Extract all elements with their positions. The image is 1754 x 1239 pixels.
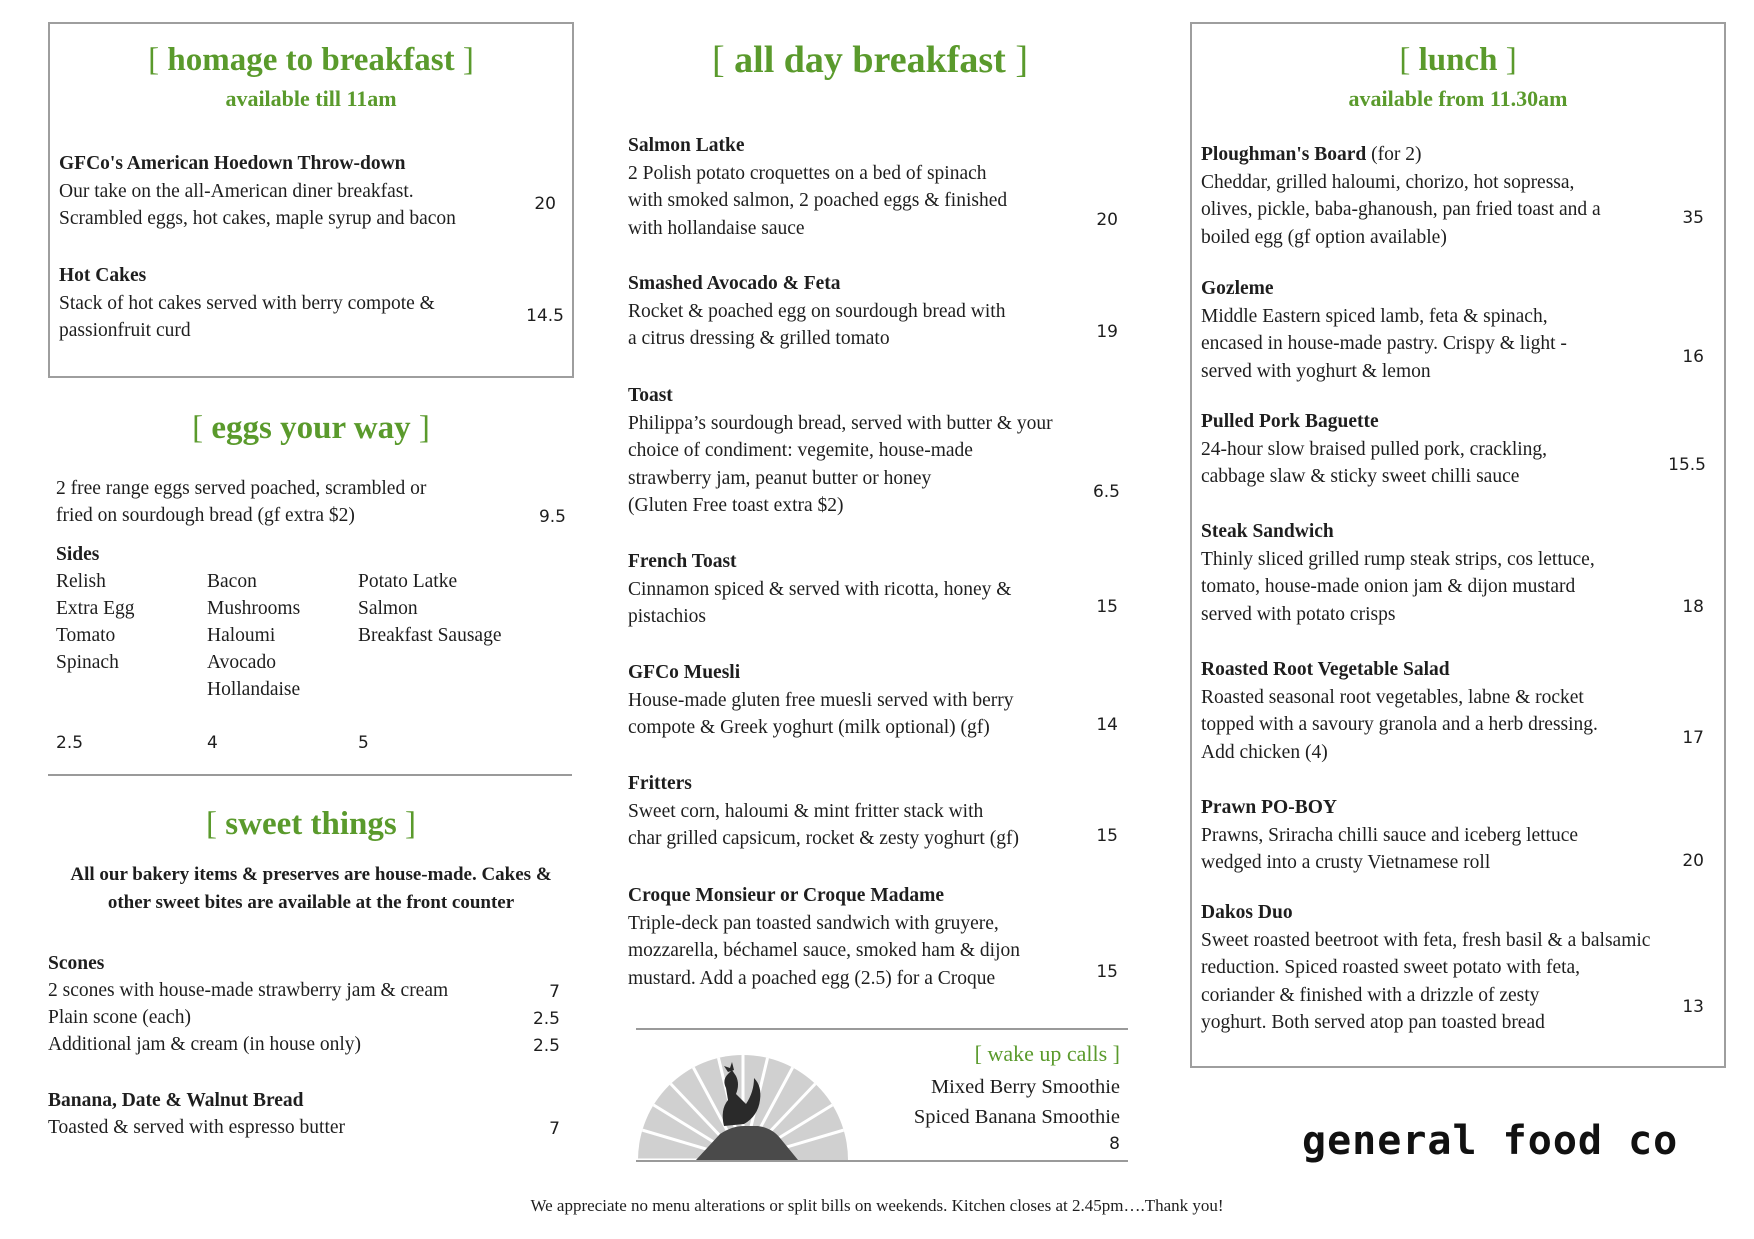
wake-up-price: 8 xyxy=(1109,1134,1120,1154)
eggs-price: 9.5 xyxy=(538,507,566,527)
eggs-title-text: eggs your way xyxy=(211,410,411,446)
item-desc-line: choice of condiment: vegemite, house-made xyxy=(628,440,973,461)
item-desc-line: reduction. Spiced roasted sweet potato with feta, xyxy=(1201,957,1581,978)
item-desc-line: Cinnamon spiced & served with ricotta, honey & xyxy=(628,578,1012,600)
menu-item xyxy=(628,548,1098,631)
item-desc-line: Sweet corn, haloumi & mint fritter stack with xyxy=(628,800,984,822)
item-name: Prawn PO-BOY xyxy=(1201,797,1337,818)
sweet-title: [ sweet things ] xyxy=(206,806,416,842)
item-price: 14 xyxy=(1096,715,1118,735)
item-desc-line: Philippa’s sourdough bread, served with butter & your xyxy=(628,412,1053,434)
item-desc-line: Rocket & poached egg on sourdough bread with xyxy=(628,300,1006,322)
lunch-title: [ lunch ] xyxy=(1399,42,1517,78)
side-item: Potato Latke xyxy=(358,571,458,592)
menu-item xyxy=(1201,518,1671,628)
item-name: Ploughman's Board xyxy=(1201,144,1367,165)
menu-item xyxy=(1201,899,1701,1037)
item-desc-line: topped with a savoury granola and a herb dressing. xyxy=(1201,714,1598,735)
menu-item xyxy=(1201,656,1671,766)
item-name: Pulled Pork Baguette xyxy=(1201,411,1379,432)
item-price: 20 xyxy=(534,194,556,214)
bread-name: Banana, Date & Walnut Bread xyxy=(48,1090,304,1111)
item-name: Smashed Avocado & Feta xyxy=(628,273,841,294)
scone-price: 2.5 xyxy=(532,1009,560,1029)
divider xyxy=(636,1160,1128,1162)
side-price: 5 xyxy=(358,733,369,753)
item-price: 15 xyxy=(1096,962,1118,982)
item-price: 13 xyxy=(1682,997,1704,1017)
homage-title: [ homage to breakfast ] xyxy=(148,42,474,78)
item-desc-line: Our take on the all-American diner breakfast. xyxy=(59,180,414,202)
item-price: 16 xyxy=(1682,347,1704,367)
rooster-logo-icon xyxy=(636,1052,850,1160)
menu-item xyxy=(1201,141,1671,251)
divider xyxy=(636,1028,1128,1030)
item-desc-line: Thinly sliced grilled rump steak strips, cos lettuce, xyxy=(1201,548,1595,570)
item-desc-line: cabbage slaw & sticky sweet chilli sauce xyxy=(1201,466,1520,487)
item-price: 35 xyxy=(1682,208,1704,228)
eggs-desc-line: 2 free range eggs served poached, scrambled or xyxy=(56,478,427,499)
item-desc-line: Sweet roasted beetroot with feta, fresh basil & a balsamic xyxy=(1201,929,1651,951)
item-desc-line: (Gluten Free toast extra $2) xyxy=(628,495,844,516)
item-desc-line: compote & Greek yoghurt (milk optional) (gf) xyxy=(628,717,990,738)
item-price: 18 xyxy=(1682,597,1704,617)
item-desc-line: coriander & finished with a drizzle of zesty xyxy=(1201,984,1540,1006)
scone-price: 7 xyxy=(549,982,560,1002)
item-price: 17 xyxy=(1682,728,1704,748)
brand-logo: general food co xyxy=(1302,1118,1679,1164)
item-name: Roasted Root Vegetable Salad xyxy=(1201,659,1450,680)
sweet-intro-line: All our bakery items & preserves are house-made. Cakes & xyxy=(70,864,552,885)
menu-item xyxy=(1201,794,1671,877)
item-name: Hot Cakes xyxy=(59,265,147,286)
item-desc-line: encased in house-made pastry. Crispy & light - xyxy=(1201,333,1567,354)
item-price: 19 xyxy=(1096,322,1118,342)
item-price: 14.5 xyxy=(526,306,564,326)
item-price: 15.5 xyxy=(1668,455,1706,475)
item-desc-line: Stack of hot cakes served with berry compote & xyxy=(59,292,435,314)
item-desc-line: boiled egg (gf option available) xyxy=(1201,226,1447,248)
item-desc-line: Add chicken (4) xyxy=(1201,741,1328,763)
eggs-title: [ eggs your way ] xyxy=(192,410,430,446)
divider xyxy=(48,774,572,776)
side-price: 4 xyxy=(207,733,218,753)
homage-title-text: homage to breakfast xyxy=(167,42,455,78)
lunch-title-text: lunch xyxy=(1418,42,1498,78)
item-desc-line: served with yoghurt & lemon xyxy=(1201,360,1431,382)
item-desc-line: House-made gluten free muesli served with berry xyxy=(628,689,1014,711)
item-desc-line: tomato, house-made onion jam & dijon mustard xyxy=(1201,576,1576,597)
item-name: Dakos Duo xyxy=(1201,902,1293,923)
side-item: Avocado xyxy=(207,652,276,673)
menu-item xyxy=(628,770,1098,853)
wake-up-item: Mixed Berry Smoothie xyxy=(930,1076,1120,1098)
menu-item xyxy=(628,382,1108,520)
item-desc-line: with hollandaise sauce xyxy=(628,217,805,239)
item-desc-line: served with potato crisps xyxy=(1201,603,1396,625)
item-desc-line: Cheddar, grilled haloumi, chorizo, hot sopressa, xyxy=(1201,171,1575,193)
item-price: 15 xyxy=(1096,826,1118,846)
side-item: Bacon xyxy=(207,571,257,592)
scone-item: Plain scone (each) xyxy=(48,1007,191,1028)
eggs-desc-line: fried on sourdough bread (gf extra $2) xyxy=(56,505,355,526)
item-desc-line: 2 Polish potato croquettes on a bed of spinach xyxy=(628,162,987,184)
side-item: Salmon xyxy=(358,598,418,619)
item-name: Gozleme xyxy=(1201,278,1274,299)
item-name: French Toast xyxy=(628,551,737,572)
menu-item xyxy=(628,659,1098,742)
item-desc-line: wedged into a crusty Vietnamese roll xyxy=(1201,852,1491,873)
scone-item: Additional jam & cream (in house only) xyxy=(48,1034,362,1055)
menu-item xyxy=(1201,275,1671,385)
item-desc-line: Scrambled eggs, hot cakes, maple syrup and bacon xyxy=(59,208,456,229)
side-item: Relish xyxy=(56,571,106,592)
menu-item xyxy=(59,262,479,345)
item-price: 20 xyxy=(1682,851,1704,871)
item-name: Steak Sandwich xyxy=(1201,521,1334,542)
wake-up-title-text: wake up calls xyxy=(987,1041,1108,1066)
item-price: 6.5 xyxy=(1092,482,1120,502)
side-item: Breakfast Sausage xyxy=(358,625,502,646)
item-desc-line: char grilled capsicum, rocket & zesty yoghurt (gf) xyxy=(628,828,1019,849)
scones-label: Scones xyxy=(48,953,105,974)
item-desc-line: a citrus dressing & grilled tomato xyxy=(628,328,890,349)
item-desc-line: passionfruit curd xyxy=(59,320,191,341)
wake-up-item: Spiced Banana Smoothie xyxy=(913,1106,1120,1128)
homage-subtitle: available till 11am xyxy=(225,86,397,111)
menu-item xyxy=(1201,408,1671,491)
menu-item xyxy=(59,150,519,233)
item-desc-line: Middle Eastern spiced lamb, feta & spinach, xyxy=(1201,305,1548,327)
item-desc-line: mustard. Add a poached egg (2.5) for a Croque xyxy=(628,967,996,989)
item-desc-line: Triple-deck pan toasted sandwich with gruyere, xyxy=(628,912,999,934)
lunch-subtitle: available from 11.30am xyxy=(1348,86,1568,111)
footer-note: We appreciate no menu alterations or split bills on weekends. Kitchen closes at 2.45pm….Thank you! xyxy=(530,1196,1224,1215)
side-price: 2.5 xyxy=(56,733,84,753)
item-desc-line: Roasted seasonal root vegetables, labne & rocket xyxy=(1201,686,1584,708)
all-day-title-text: all day breakfast xyxy=(734,39,1006,81)
item-name: Salmon Latke xyxy=(628,135,745,156)
item-name-suffix: (for 2) xyxy=(1366,144,1422,165)
item-price: 15 xyxy=(1096,597,1118,617)
item-desc-line: Prawns, Sriracha chilli sauce and iceberg lettuce xyxy=(1201,824,1579,846)
menu-item xyxy=(628,132,1098,242)
bread-desc: Toasted & served with espresso butter xyxy=(48,1117,346,1138)
item-name: GFCo Muesli xyxy=(628,662,741,683)
bread-price: 7 xyxy=(549,1119,560,1139)
side-item: Extra Egg xyxy=(56,598,135,619)
item-name: Croque Monsieur or Croque Madame xyxy=(628,885,944,906)
item-desc-line: yoghurt. Both served atop pan toasted bread xyxy=(1201,1012,1545,1033)
item-desc-line: mozzarella, béchamel sauce, smoked ham & dijon xyxy=(628,940,1021,961)
side-item: Spinach xyxy=(56,652,119,673)
wake-up-title: [ wake up calls ] xyxy=(974,1041,1120,1066)
menu-item xyxy=(628,882,1098,992)
all-day-title: [ all day breakfast ] xyxy=(712,39,1028,81)
item-name: Fritters xyxy=(628,773,692,794)
item-desc-line: with smoked salmon, 2 poached eggs & finished xyxy=(628,190,1008,211)
item-desc-line: pistachios xyxy=(628,606,706,627)
side-item: Haloumi xyxy=(207,625,276,646)
item-name: GFCo's American Hoedown Throw-down xyxy=(59,153,406,174)
scone-item: 2 scones with house-made strawberry jam & cream xyxy=(48,980,449,1001)
item-price: 20 xyxy=(1096,210,1118,230)
side-item: Tomato xyxy=(56,625,116,646)
side-item: Mushrooms xyxy=(207,598,301,619)
scone-price: 2.5 xyxy=(532,1036,560,1056)
sides-label: Sides xyxy=(56,544,100,565)
item-desc-line: olives, pickle, baba-ghanoush, pan fried toast and a xyxy=(1201,199,1601,220)
item-name: Toast xyxy=(628,385,673,406)
sweet-intro-line: other sweet bites are available at the front counter xyxy=(107,892,515,913)
sweet-title-text: sweet things xyxy=(225,806,397,842)
item-desc-line: 24-hour slow braised pulled pork, crackling, xyxy=(1201,438,1548,460)
menu-item xyxy=(628,270,1098,353)
side-item: Hollandaise xyxy=(207,679,301,700)
item-desc-line: strawberry jam, peanut butter or honey xyxy=(628,467,932,489)
